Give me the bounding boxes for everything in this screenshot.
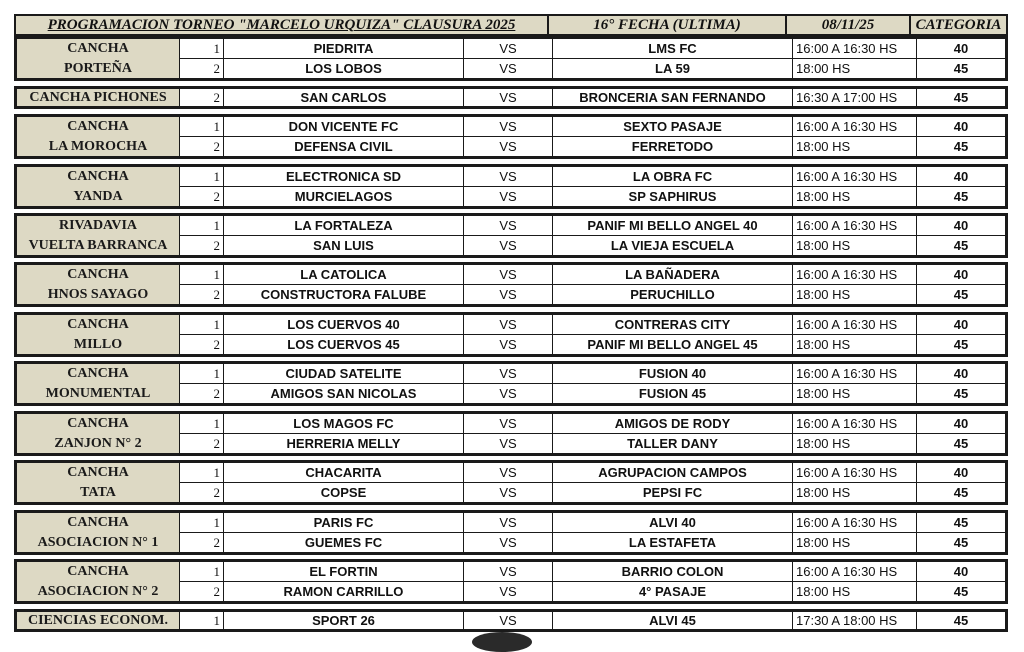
away-team: LA 59 [553, 59, 793, 78]
home-team: LA CATOLICA [224, 265, 464, 284]
match-category: 45 [953, 584, 969, 599]
home-team: SPORT 26 [224, 612, 464, 629]
match-time: 18:00 HS [793, 187, 917, 206]
match-time: 18:00 HS [793, 384, 917, 403]
match-category: 45 [953, 337, 969, 352]
venue-name-line: YANDA [73, 188, 123, 204]
match-time: 16:00 A 16:30 HS [793, 265, 917, 284]
match-time: 16:30 A 17:00 HS [793, 89, 917, 106]
away-team: PANIF MI BELLO ANGEL 40 [553, 216, 793, 235]
venue-name [17, 513, 180, 552]
home-team: LOS CUERVOS 45 [224, 335, 464, 354]
vs-label: VS [464, 513, 553, 532]
tournament-title: PROGRAMACION TORNEO "MARCELO URQUIZA" CLAUSURA 2025 [14, 14, 549, 36]
venue-name [17, 612, 180, 629]
category-header: CATEGORIA [911, 14, 1008, 36]
home-team: ELECTRONICA SD [224, 167, 464, 186]
match-row [180, 482, 1005, 502]
match-row [180, 167, 1005, 186]
match-row [180, 58, 1005, 78]
match-row [180, 581, 1005, 601]
away-team: LA BAÑADERA [553, 265, 793, 284]
match-category: 40 [953, 267, 969, 282]
venue-block [14, 164, 1008, 209]
match-category: 40 [953, 119, 969, 134]
match-time: 18:00 HS [793, 582, 917, 601]
match-time: 16:00 A 16:30 HS [793, 315, 917, 334]
venue-block [14, 609, 1008, 632]
away-team: CONTRERAS CITY [553, 315, 793, 334]
match-time: 18:00 HS [793, 137, 917, 156]
venue-block [14, 312, 1008, 357]
away-team: FUSION 45 [553, 384, 793, 403]
vs-label: VS [464, 364, 553, 383]
venue-name-line: CANCHA [67, 415, 129, 431]
vs-label: VS [464, 483, 553, 502]
match-category: 40 [953, 169, 969, 184]
venue-name [17, 167, 180, 206]
venue-name [17, 265, 180, 304]
venue-block [14, 36, 1008, 81]
match-category: 45 [953, 535, 969, 550]
match-category: 45 [953, 287, 969, 302]
vs-label: VS [464, 612, 553, 629]
match-number: 2 [180, 236, 224, 255]
venue-name [17, 39, 180, 78]
venue-name-line: VUELTA BARRANCA [28, 237, 168, 253]
vs-label: VS [464, 434, 553, 453]
vs-label: VS [464, 384, 553, 403]
venue-name [17, 364, 180, 403]
match-time: 17:30 A 18:00 HS [793, 612, 917, 629]
match-time: 16:00 A 16:30 HS [793, 117, 917, 136]
match-category: 45 [953, 386, 969, 401]
home-team: LOS CUERVOS 40 [224, 315, 464, 334]
home-team: SAN LUIS [224, 236, 464, 255]
vs-label: VS [464, 582, 553, 601]
match-time: 18:00 HS [793, 483, 917, 502]
away-team: AGRUPACION CAMPOS [553, 463, 793, 482]
home-team: PARIS FC [224, 513, 464, 532]
round-label: 16° FECHA (ULTIMA) [549, 14, 787, 36]
match-category: 45 [953, 613, 969, 628]
venue-name-line: CANCHA [67, 365, 129, 381]
venue-name-line: TATA [80, 484, 116, 500]
match-time: 18:00 HS [793, 59, 917, 78]
match-time: 18:00 HS [793, 335, 917, 354]
match-number: 2 [180, 285, 224, 304]
away-team: LA OBRA FC [553, 167, 793, 186]
match-time: 18:00 HS [793, 533, 917, 552]
venue-name-line: MONUMENTAL [45, 385, 151, 401]
venue-name [17, 463, 180, 502]
home-team: CIUDAD SATELITE [224, 364, 464, 383]
match-number: 2 [180, 434, 224, 453]
venue-name-line: RIVADAVIA [58, 217, 138, 233]
match-row [180, 612, 1005, 629]
away-team: SP SAPHIRUS [553, 187, 793, 206]
vs-label: VS [464, 216, 553, 235]
venue-block [14, 86, 1008, 109]
match-category: 45 [953, 189, 969, 204]
match-time: 18:00 HS [793, 285, 917, 304]
away-team: ALVI 40 [553, 513, 793, 532]
match-row [180, 216, 1005, 235]
vs-label: VS [464, 39, 553, 58]
match-category: 40 [953, 465, 969, 480]
home-team: DON VICENTE FC [224, 117, 464, 136]
match-category: 45 [953, 436, 969, 451]
match-category: 45 [953, 485, 969, 500]
match-row [180, 334, 1005, 354]
vs-label: VS [464, 236, 553, 255]
match-category: 40 [953, 41, 969, 56]
match-number: 2 [180, 89, 224, 106]
match-number: 1 [180, 513, 224, 532]
match-number: 1 [180, 562, 224, 581]
match-time: 16:00 A 16:30 HS [793, 414, 917, 433]
match-date: 08/11/25 [787, 14, 911, 36]
match-row [180, 284, 1005, 304]
match-row [180, 364, 1005, 383]
match-row [180, 383, 1005, 403]
venue-name-line: CANCHA [67, 464, 129, 480]
vs-label: VS [464, 414, 553, 433]
venue-block [14, 510, 1008, 555]
match-row [180, 117, 1005, 136]
venue-block [14, 262, 1008, 307]
vs-label: VS [464, 533, 553, 552]
away-team: TALLER DANY [553, 434, 793, 453]
match-time: 16:00 A 16:30 HS [793, 463, 917, 482]
away-team: AMIGOS DE RODY [553, 414, 793, 433]
match-number: 2 [180, 582, 224, 601]
vs-label: VS [464, 167, 553, 186]
match-category: 45 [953, 90, 969, 105]
venue-name-line: ASOCIACION N° 2 [37, 583, 159, 599]
match-row [180, 39, 1005, 58]
away-team: PERUCHILLO [553, 285, 793, 304]
venue-name-line: LA MOROCHA [48, 138, 148, 154]
match-number: 1 [180, 216, 224, 235]
home-team: COPSE [224, 483, 464, 502]
venue-name-line: CANCHA [67, 168, 129, 184]
venue-name-line: CIENCIAS ECONOM. [27, 612, 168, 628]
match-number: 2 [180, 335, 224, 354]
venue-block [14, 213, 1008, 258]
match-time: 16:00 A 16:30 HS [793, 216, 917, 235]
match-time: 18:00 HS [793, 434, 917, 453]
venue-name-line: ZANJON N° 2 [54, 435, 142, 451]
venue-name-line: CANCHA [67, 118, 129, 134]
league-logo [472, 632, 532, 652]
vs-label: VS [464, 59, 553, 78]
home-team: GUEMES FC [224, 533, 464, 552]
match-number: 1 [180, 315, 224, 334]
match-number: 1 [180, 612, 224, 629]
match-time: 16:00 A 16:30 HS [793, 167, 917, 186]
venue-name-line: CANCHA [67, 40, 129, 56]
match-category: 40 [953, 317, 969, 332]
match-number: 1 [180, 39, 224, 58]
venue-name [17, 414, 180, 453]
match-row [180, 186, 1005, 206]
venue-name-line: CANCHA [67, 514, 129, 530]
venue-name-line: ASOCIACION N° 1 [37, 534, 159, 550]
vs-label: VS [464, 463, 553, 482]
match-row [180, 433, 1005, 453]
away-team: BARRIO COLON [553, 562, 793, 581]
away-team: SEXTO PASAJE [553, 117, 793, 136]
home-team: LA FORTALEZA [224, 216, 464, 235]
vs-label: VS [464, 117, 553, 136]
match-number: 2 [180, 483, 224, 502]
match-category: 40 [953, 218, 969, 233]
match-row [180, 532, 1005, 552]
venue-block [14, 460, 1008, 505]
away-team: LA VIEJA ESCUELA [553, 236, 793, 255]
match-row [180, 136, 1005, 156]
vs-label: VS [464, 137, 553, 156]
match-row [180, 315, 1005, 334]
match-category: 40 [953, 366, 969, 381]
venue-name [17, 562, 180, 601]
match-number: 2 [180, 187, 224, 206]
away-team: 4° PASAJE [553, 582, 793, 601]
match-row [180, 265, 1005, 284]
match-time: 16:00 A 16:30 HS [793, 39, 917, 58]
home-team: LOS MAGOS FC [224, 414, 464, 433]
match-category: 40 [953, 564, 969, 579]
away-team: LA ESTAFETA [553, 533, 793, 552]
home-team: SAN CARLOS [224, 89, 464, 106]
match-time: 18:00 HS [793, 236, 917, 255]
home-team: HERRERIA MELLY [224, 434, 464, 453]
match-time: 16:00 A 16:30 HS [793, 562, 917, 581]
away-team: BRONCERIA SAN FERNANDO [553, 89, 793, 106]
home-team: AMIGOS SAN NICOLAS [224, 384, 464, 403]
home-team: DEFENSA CIVIL [224, 137, 464, 156]
away-team: PEPSI FC [553, 483, 793, 502]
venue-block [14, 411, 1008, 456]
venue-name-line: HNOS SAYAGO [47, 286, 149, 302]
match-category: 45 [953, 238, 969, 253]
venue-name [17, 89, 180, 106]
venue-name-line: MILLO [73, 336, 123, 352]
venue-name-line: CANCHA [67, 316, 129, 332]
match-number: 1 [180, 117, 224, 136]
venue-name [17, 216, 180, 255]
vs-label: VS [464, 315, 553, 334]
venue-name [17, 117, 180, 156]
home-team: CHACARITA [224, 463, 464, 482]
venue-name [17, 315, 180, 354]
vs-label: VS [464, 187, 553, 206]
match-row [180, 235, 1005, 255]
match-row [180, 562, 1005, 581]
match-number: 1 [180, 265, 224, 284]
venue-name-line: CANCHA PICHONES [29, 89, 167, 105]
match-number: 2 [180, 533, 224, 552]
match-row [180, 513, 1005, 532]
away-team: LMS FC [553, 39, 793, 58]
match-row [180, 463, 1005, 482]
vs-label: VS [464, 89, 553, 106]
away-team: FERRETODO [553, 137, 793, 156]
venue-block [14, 114, 1008, 159]
match-category: 40 [953, 416, 969, 431]
match-number: 1 [180, 167, 224, 186]
match-number: 1 [180, 463, 224, 482]
away-team: PANIF MI BELLO ANGEL 45 [553, 335, 793, 354]
match-row [180, 414, 1005, 433]
home-team: CONSTRUCTORA FALUBE [224, 285, 464, 304]
match-row [180, 89, 1005, 106]
venue-name-line: CANCHA [67, 563, 129, 579]
match-number: 2 [180, 384, 224, 403]
home-team: EL FORTIN [224, 562, 464, 581]
match-category: 45 [953, 139, 969, 154]
match-number: 1 [180, 364, 224, 383]
vs-label: VS [464, 562, 553, 581]
venue-name-line: PORTEÑA [64, 60, 132, 76]
home-team: PIEDRITA [224, 39, 464, 58]
match-time: 16:00 A 16:30 HS [793, 364, 917, 383]
home-team: LOS LOBOS [224, 59, 464, 78]
match-number: 2 [180, 59, 224, 78]
home-team: RAMON CARRILLO [224, 582, 464, 601]
venue-name-line: CANCHA [67, 266, 129, 282]
match-category: 45 [953, 515, 969, 530]
vs-label: VS [464, 335, 553, 354]
away-team: ALVI 45 [553, 612, 793, 629]
venue-block [14, 559, 1008, 604]
venue-block [14, 361, 1008, 406]
match-number: 2 [180, 137, 224, 156]
vs-label: VS [464, 265, 553, 284]
home-team: MURCIELAGOS [224, 187, 464, 206]
match-number: 1 [180, 414, 224, 433]
away-team: FUSION 40 [553, 364, 793, 383]
match-category: 45 [953, 61, 969, 76]
vs-label: VS [464, 285, 553, 304]
schedule-header [14, 14, 1008, 36]
match-time: 16:00 A 16:30 HS [793, 513, 917, 532]
